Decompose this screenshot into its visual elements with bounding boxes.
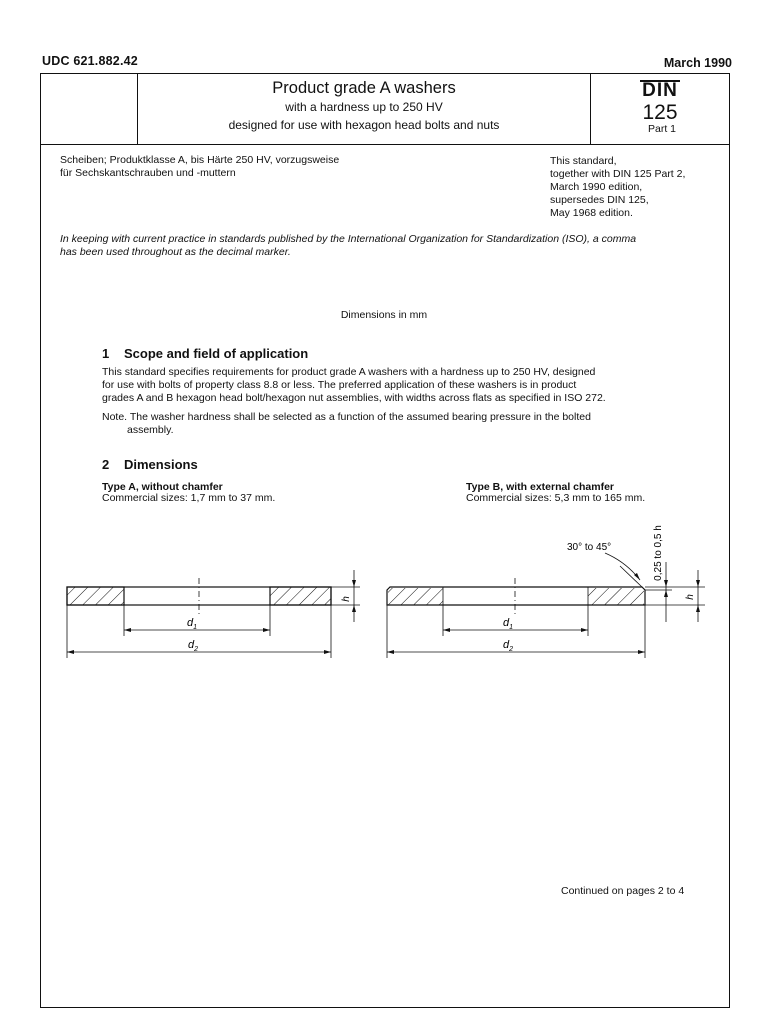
- type-b-label: Type B: [466, 481, 501, 493]
- document-subtitle-1: with a hardness up to 250 HV: [285, 100, 443, 114]
- supersedes-line: March 1990 edition,: [550, 181, 643, 193]
- type-a-h-label: h: [341, 596, 352, 602]
- type-b-h-label: h: [685, 594, 696, 600]
- german-title-line-1: Scheiben; Produktklasse A, bis Härte 250 HV, vorzugsweise: [60, 154, 340, 166]
- section-title: Dimensions: [124, 457, 198, 472]
- din-part: Part 1: [647, 123, 676, 135]
- scope-line: This standard specifies requirements for product grade A washers with a hardness up to 250 HV, designed: [102, 366, 596, 378]
- type-a-d2-label: $d_2$: [188, 639, 199, 653]
- type-b-angle-label: 30° to 45°: [567, 542, 612, 553]
- document-title: Product grade A washers: [272, 79, 456, 97]
- type-b-sizes: Commercial sizes: 5,3 mm to 165 mm.: [466, 492, 646, 504]
- udc-number: UDC 621.882.42: [42, 54, 138, 68]
- supersedes-line: May 1968 edition.: [550, 207, 633, 219]
- scope-note-line-1: Note. The washer hardness shall be selected as a function of the assumed bearing pressure in the bolted: [102, 411, 591, 423]
- scope-line: for use with bolts of property class 8.8 or less. The preferred application of these washers is in product: [102, 379, 577, 391]
- document-subtitle-2: designed for use with hexagon head bolts and nuts: [228, 118, 500, 132]
- dimensions-note: Dimensions in mm: [340, 309, 428, 321]
- type-b-chamfer-label: 0,25 to 0,5 h: [653, 525, 664, 581]
- section-title: Scope and field of application: [124, 346, 309, 361]
- supersedes-line: supersedes DIN 125,: [550, 194, 649, 206]
- type-b-desc: , with external chamfer: [500, 481, 615, 493]
- type-b-hatch-right: [588, 588, 644, 605]
- decimal-marker-note-line-2: has been used throughout as the decimal marker.: [60, 246, 291, 258]
- german-title-line-2: für Sechskantschrauben und -muttern: [60, 167, 236, 179]
- type-b-hatch-left: [388, 588, 443, 605]
- type-a-label: Type A: [102, 481, 136, 493]
- scope-line: grades A and B hexagon head bolt/hexagon nut assemblies, with widths across flats as specified in ISO 272.: [102, 392, 606, 404]
- type-b-angle-leader: [620, 566, 642, 587]
- type-a-desc: , without chamfer: [135, 481, 223, 493]
- type-b-d1-label: $d_1$: [503, 617, 514, 631]
- supersedes-line: This standard,: [550, 155, 617, 167]
- type-a-hatch-left: [67, 587, 124, 605]
- type-a-d1-label: $d_1$: [187, 617, 198, 631]
- type-a-drawing: [67, 570, 360, 658]
- decimal-marker-note-line-1: In keeping with current practice in standards published by the International Organization for Standardization (ISO), a comma: [60, 233, 637, 245]
- section-number: 1: [102, 346, 110, 361]
- type-b-d2-label: $d_2$: [503, 639, 514, 653]
- issue-date: March 1990: [663, 56, 732, 70]
- continued-note: Continued on pages 2 to 4: [561, 885, 685, 897]
- scope-note-line-2: assembly.: [127, 424, 174, 436]
- type-a-sizes: Commercial sizes: 1,7 mm to 37 mm.: [102, 492, 276, 504]
- din-number: 125: [642, 101, 678, 124]
- din-logo: DIN: [642, 80, 678, 101]
- section-number: 2: [102, 457, 110, 472]
- type-a-hatch-right: [270, 587, 331, 605]
- supersedes-line: together with DIN 125 Part 2,: [550, 168, 686, 180]
